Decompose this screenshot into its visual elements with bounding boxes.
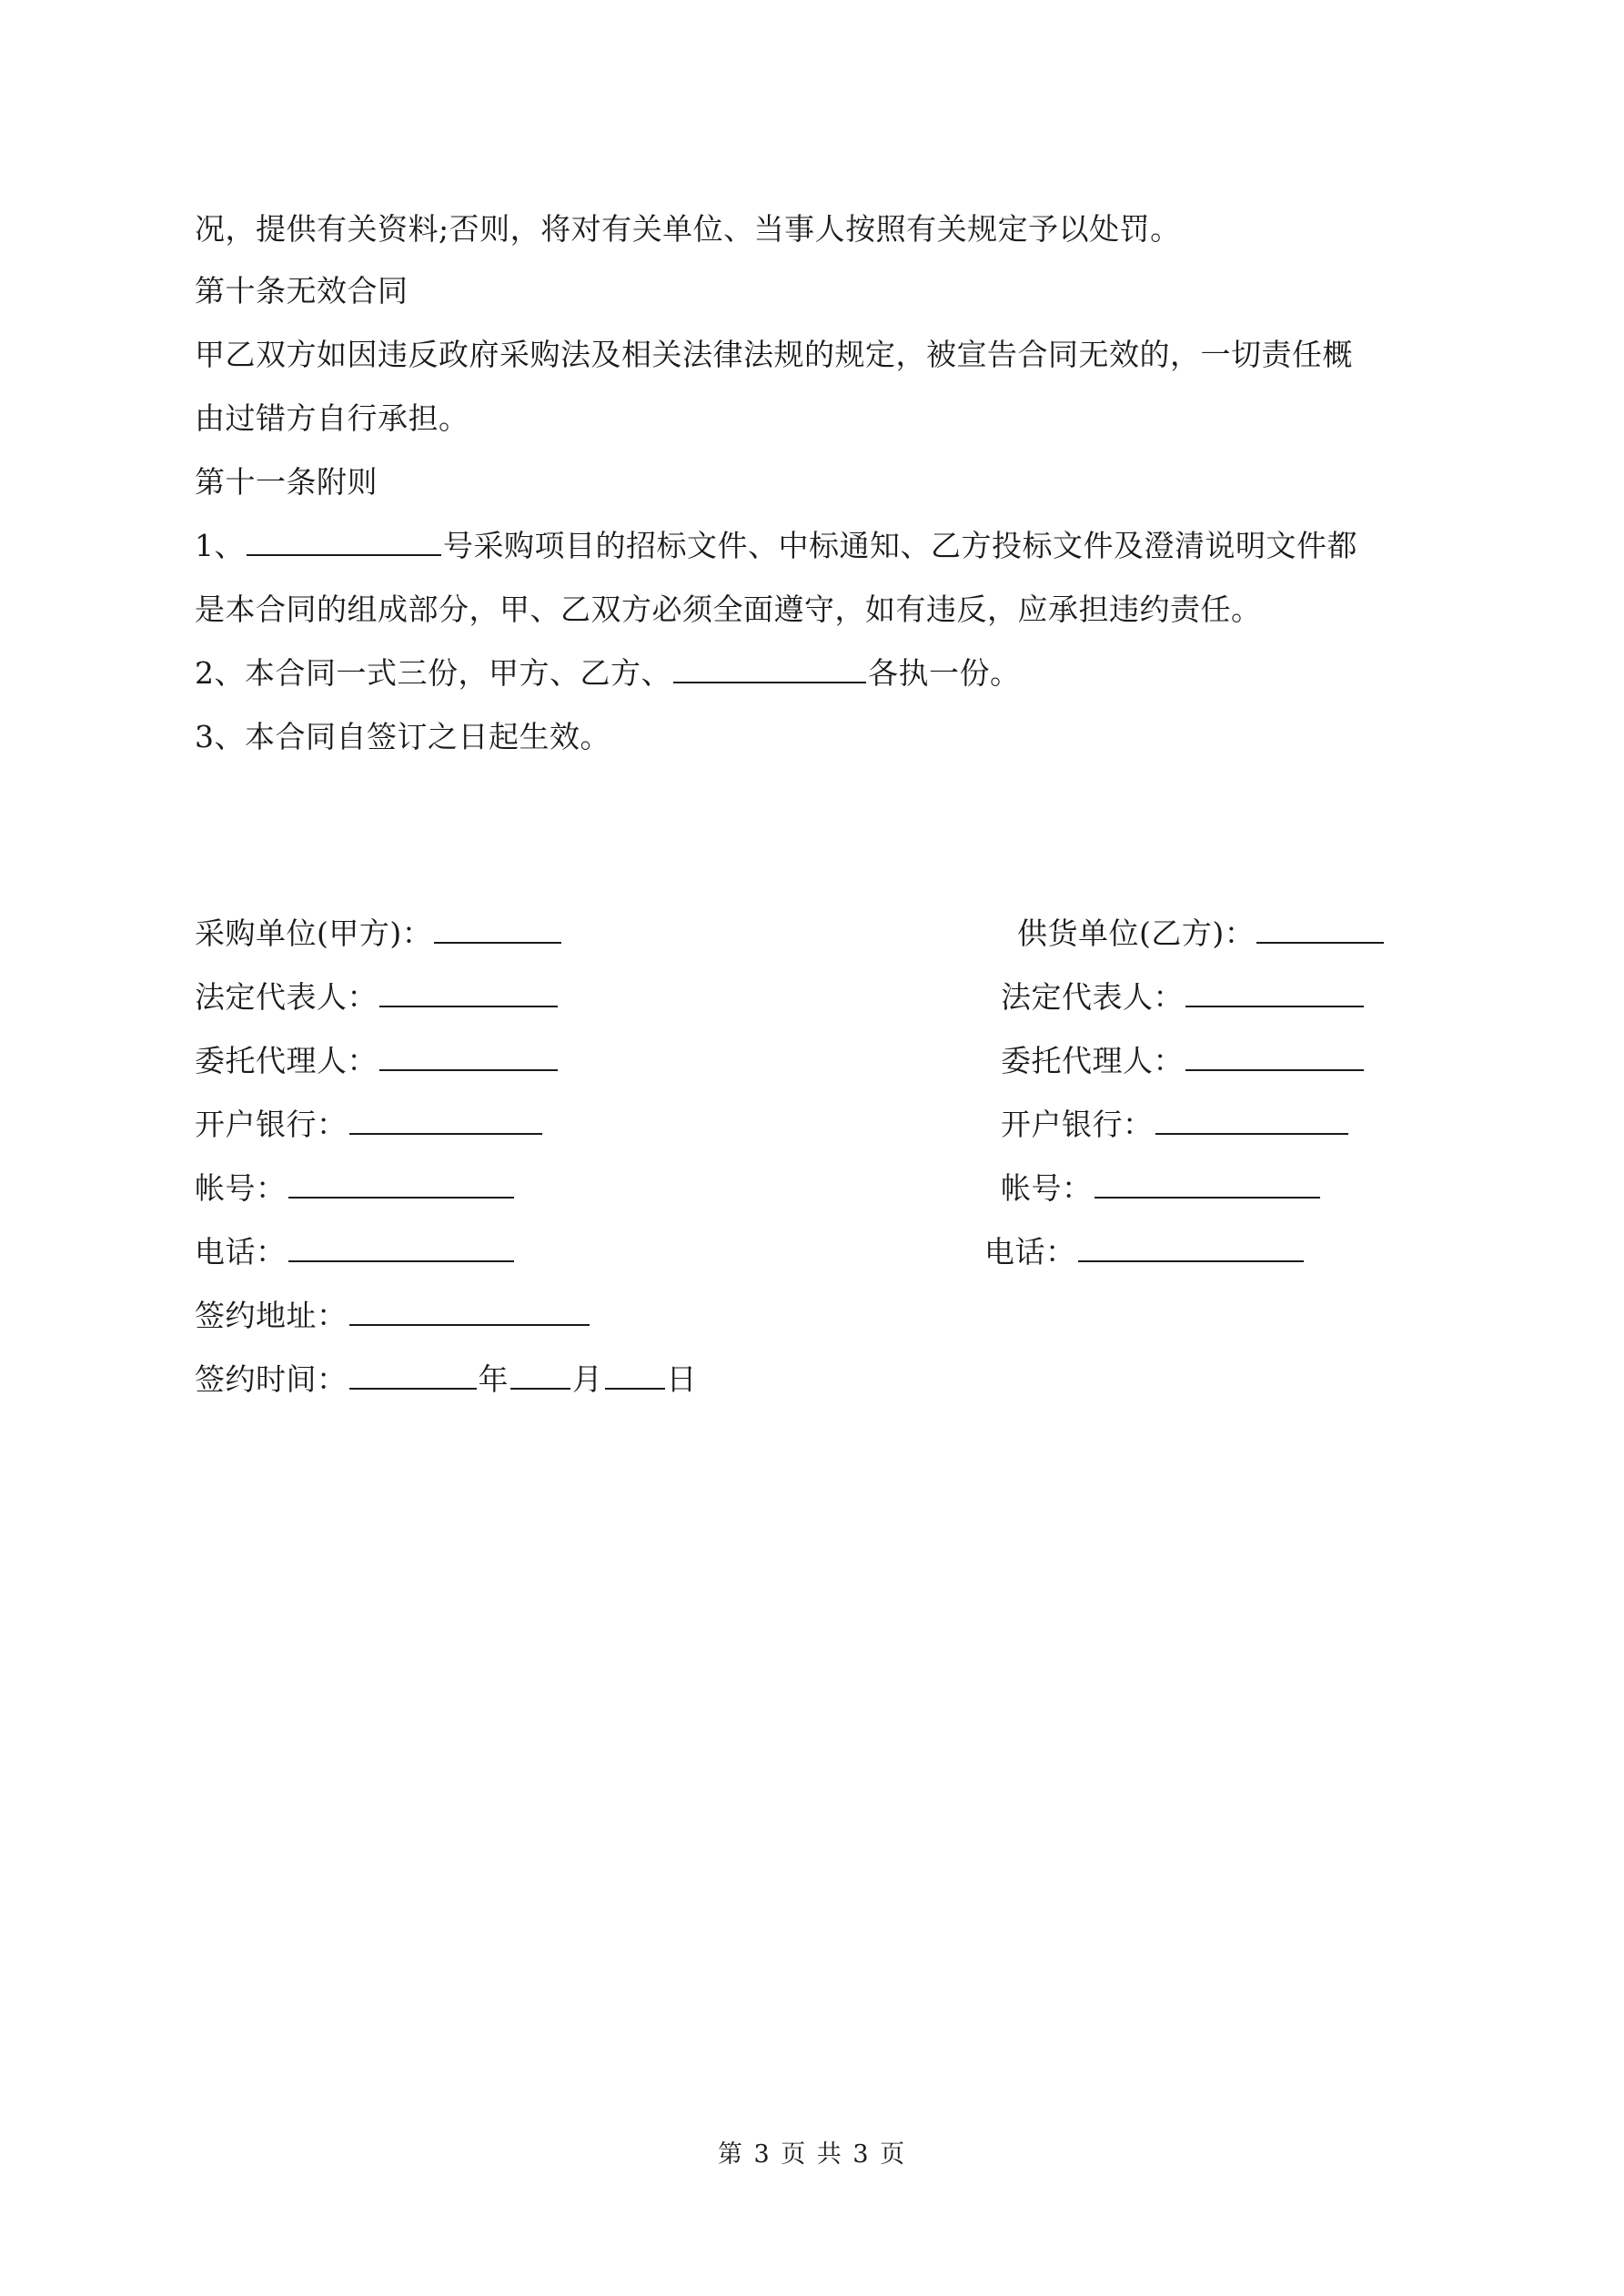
article-10-title-text: 第十条无效合同 [195,273,409,308]
supplier-bank-row [1001,1107,1350,1143]
sign-address-blank [349,1299,590,1326]
buyer-unit-blank [434,916,561,944]
paragraph-continuation [195,211,1181,248]
supplier-legal-rep-label: 法定代表人： [1001,979,1184,1015]
page-footer [0,2140,1624,2170]
clause-1-line2 [195,592,1262,628]
buyer-legal-rep-label: 法定代表人： [195,979,378,1015]
supplier-legal-rep-row [1001,979,1366,1016]
supplier-phone-blank [1078,1235,1304,1262]
buyer-legal-rep-blank [379,980,558,1007]
clause-2-suffix: 各执一份。 [868,655,1021,691]
supplier-account-row [1001,1170,1322,1207]
clause-3-text: 3、本合同自签订之日起生效。 [195,719,610,754]
article-10-text-line2 [195,400,469,437]
buyer-agent-blank [379,1044,558,1071]
supplier-phone-row [984,1234,1306,1270]
supplier-bank-blank [1155,1108,1348,1135]
supplier-phone-label: 电话： [984,1234,1076,1269]
article-11-title-text: 第十一条附则 [195,464,378,500]
buyer-unit-label: 采购单位(甲方)： [195,915,433,951]
buyer-legal-rep-row [195,979,560,1016]
buyer-phone-blank [288,1235,514,1262]
sign-day-blank [605,1362,665,1390]
supplier-unit-row [1017,915,1386,952]
page-number: 第 3 页 共 3 页 [717,2140,907,2169]
buyer-account-blank [288,1171,514,1199]
sign-time-row [195,1361,697,1398]
buyer-agent-row [195,1043,560,1079]
supplier-bank-label: 开户银行： [1001,1107,1154,1142]
clause-1-line1 [195,528,1357,564]
sign-address-label: 签约地址： [195,1298,348,1333]
buyer-unit-row [195,915,563,952]
buyer-account-row [195,1170,516,1207]
project-number-blank [247,529,441,556]
article-10-text-b: 由过错方自行承担。 [195,400,469,436]
year-label: 年 [478,1361,509,1397]
supplier-agent-row [1001,1043,1366,1079]
supplier-account-blank [1094,1171,1320,1199]
article-10-text-a: 甲乙双方如因违反政府采购法及相关法律法规的规定，被宣告合同无效的，一切责任概 [195,337,1353,372]
sign-month-blank [510,1362,570,1390]
buyer-bank-blank [349,1108,542,1135]
third-party-blank [673,656,866,683]
buyer-bank-label: 开户银行： [195,1107,348,1142]
month-label: 月 [572,1361,603,1397]
day-label: 日 [666,1361,697,1397]
supplier-agent-label: 委托代理人： [1001,1043,1184,1078]
clause-2-prefix: 2、本合同一式三份，甲方、乙方、 [195,655,671,691]
article-10-text-line1 [195,337,1353,373]
buyer-account-label: 帐号： [195,1170,287,1206]
continuation-text: 况，提供有关资料;否则，将对有关单位、当事人按照有关规定予以处罚。 [195,211,1181,247]
clause-1-prefix: 1、 [195,528,245,563]
buyer-phone-label: 电话： [195,1234,287,1269]
buyer-agent-label: 委托代理人： [195,1043,378,1078]
buyer-bank-row [195,1107,544,1143]
supplier-agent-blank [1185,1044,1364,1071]
article-11-title [195,464,378,501]
clause-1-rest: 号采购项目的招标文件、中标通知、乙方投标文件及澄清说明文件都 [443,528,1357,563]
supplier-unit-blank [1256,916,1384,944]
sign-address-row [195,1298,591,1334]
supplier-account-label: 帐号： [1001,1170,1093,1206]
clause-2 [195,655,1021,692]
supplier-legal-rep-blank [1185,980,1364,1007]
supplier-unit-label: 供货单位(乙方)： [1017,915,1256,951]
article-10-title [195,273,409,309]
clause-3 [195,719,610,755]
clause-1-line2-text: 是本合同的组成部分，甲、乙双方必须全面遵守，如有违反，应承担违约责任。 [195,592,1262,627]
sign-year-blank [349,1362,477,1390]
sign-time-label: 签约时间： [195,1361,348,1397]
buyer-phone-row [195,1234,516,1270]
